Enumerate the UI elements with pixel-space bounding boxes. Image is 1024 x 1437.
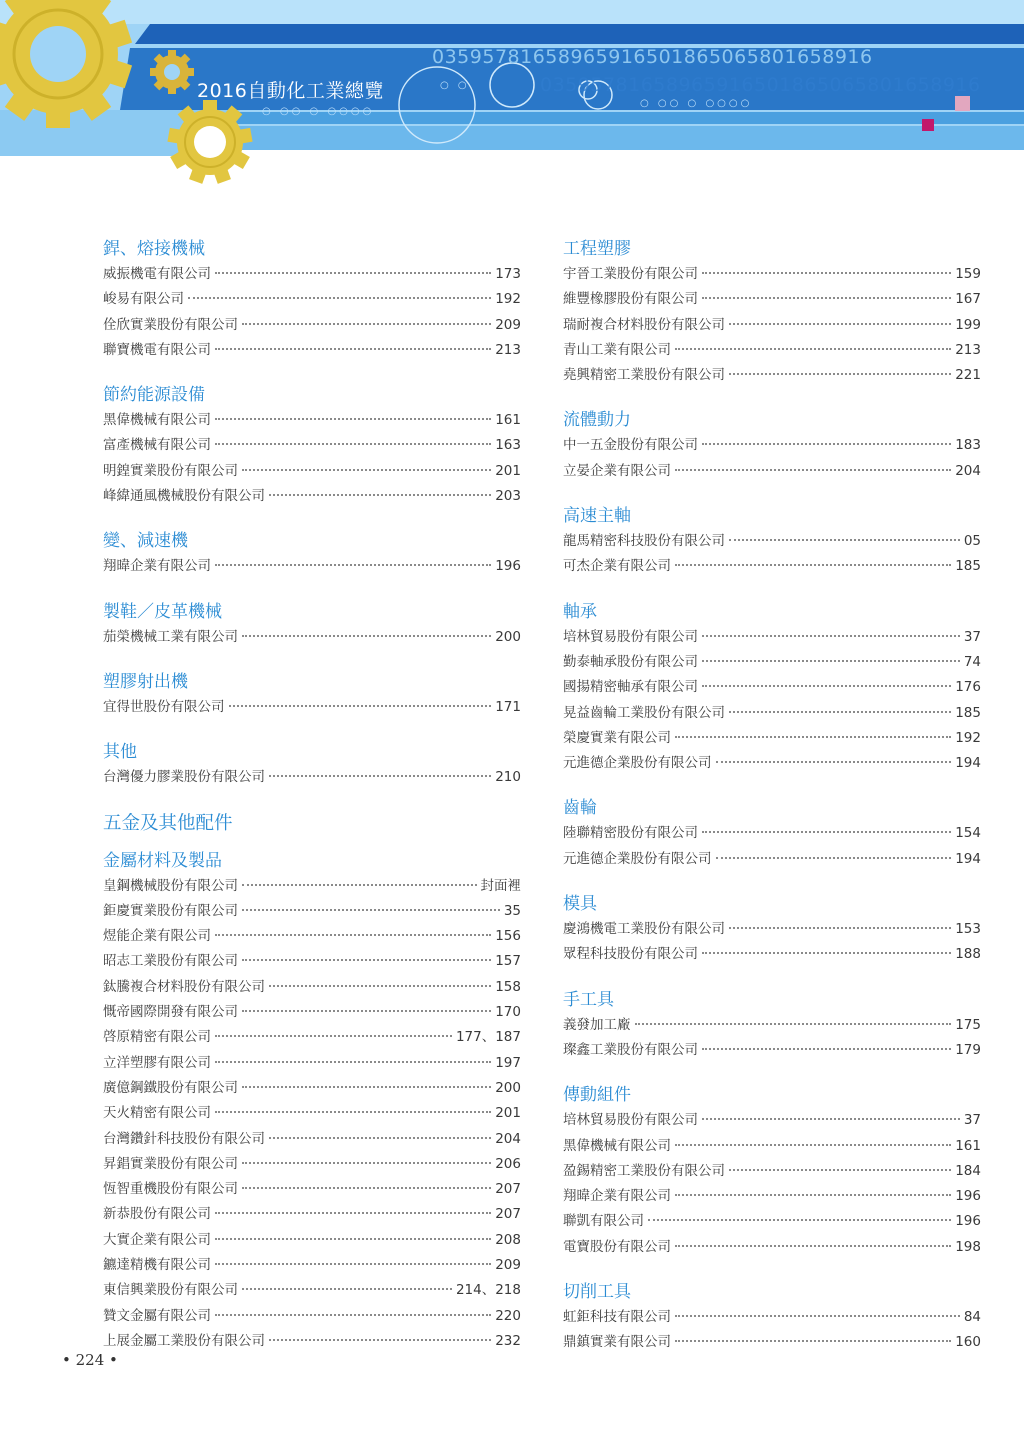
dot-leader bbox=[242, 958, 491, 961]
index-entry[interactable] bbox=[563, 726, 981, 751]
header-digits-overlay: 03595781658965916501865065801658916 bbox=[540, 74, 981, 96]
section-title: 變、減速機 bbox=[103, 531, 188, 552]
dot-leader bbox=[702, 659, 960, 662]
header-digits: 03595781658965916501865065801658916 bbox=[432, 46, 873, 68]
index-entry[interactable] bbox=[103, 949, 521, 974]
page-ref: 207 bbox=[495, 1181, 521, 1198]
page-ref: 200 bbox=[495, 1079, 521, 1096]
company-name: 虹鉅科技有限公司 bbox=[563, 1309, 671, 1326]
dot-leader bbox=[729, 1168, 951, 1171]
section-title: 手工具 bbox=[563, 989, 614, 1010]
index-section bbox=[563, 503, 981, 580]
page-ref: 196 bbox=[495, 558, 521, 575]
page-ref: 200 bbox=[495, 628, 521, 645]
company-name: 宇晉工業股份有限公司 bbox=[563, 266, 698, 282]
section-title: 銲、熔接機械 bbox=[103, 239, 205, 259]
index-entry[interactable] bbox=[103, 408, 521, 433]
dot-leader bbox=[702, 830, 951, 833]
index-entry[interactable] bbox=[103, 695, 521, 720]
company-name: 翔暐企業有限公司 bbox=[103, 558, 211, 575]
section-title: 金屬材料及製品 bbox=[103, 850, 222, 871]
page-ref: 176 bbox=[955, 679, 981, 696]
dot-leader bbox=[215, 271, 491, 274]
dot-leader bbox=[648, 1218, 951, 1221]
company-name: 勤泰軸承股份有限公司 bbox=[563, 653, 698, 670]
index-entry[interactable] bbox=[563, 675, 981, 700]
dot-leader bbox=[215, 347, 491, 350]
index-entry[interactable] bbox=[563, 1330, 981, 1355]
index-entry[interactable] bbox=[563, 1134, 981, 1159]
company-name: 台灣優力膠業股份有限公司 bbox=[103, 769, 265, 786]
page-ref: 201 bbox=[495, 1105, 521, 1122]
page-ref: 204 bbox=[955, 462, 981, 479]
dot-leader bbox=[269, 984, 491, 987]
company-name: 明鍠實業股份有限公司 bbox=[103, 462, 238, 479]
index-entry[interactable] bbox=[563, 1038, 981, 1063]
page-ref: 204 bbox=[495, 1130, 521, 1147]
dot-leader bbox=[269, 1338, 491, 1341]
company-name: 培林貿易股份有限公司 bbox=[563, 1112, 698, 1129]
section-title: 製鞋／皮革機械 bbox=[103, 601, 222, 622]
index-section bbox=[563, 1279, 981, 1356]
page-ref: 173 bbox=[495, 266, 521, 282]
company-name: 眾程科技股份有限公司 bbox=[563, 946, 698, 963]
company-name: 可杰企業有限公司 bbox=[563, 558, 671, 575]
company-name: 聯寶機電有限公司 bbox=[103, 341, 211, 358]
index-entry[interactable] bbox=[563, 338, 981, 363]
dot-leader bbox=[242, 468, 491, 471]
dot-leader bbox=[269, 493, 491, 496]
page-ref: 232 bbox=[495, 1332, 521, 1349]
company-name: 聯凱有限公司 bbox=[563, 1213, 644, 1230]
company-name: 大實企業有限公司 bbox=[103, 1231, 211, 1248]
dot-leader bbox=[635, 1022, 952, 1025]
dot-leader bbox=[215, 1211, 491, 1214]
dot-leader bbox=[215, 1110, 491, 1113]
index-section bbox=[563, 599, 981, 777]
dot-leader bbox=[215, 1262, 491, 1265]
section-title: 節約能源設備 bbox=[103, 385, 205, 406]
index-section bbox=[103, 528, 521, 579]
index-entry[interactable] bbox=[563, 287, 981, 312]
company-name: 瑞耐複合材料股份有限公司 bbox=[563, 316, 725, 333]
page-ref: 154 bbox=[955, 825, 981, 842]
company-name: 茄榮機械工業有限公司 bbox=[103, 628, 238, 645]
dot-leader bbox=[242, 1161, 491, 1164]
page-ref: 192 bbox=[495, 291, 521, 308]
section-title: 高速主軸 bbox=[563, 506, 631, 527]
section-title: 流體動力 bbox=[563, 410, 631, 431]
company-name: 慨帝國際開發有限公司 bbox=[103, 1004, 238, 1021]
page-ref: 153 bbox=[955, 921, 981, 938]
index-entry[interactable] bbox=[563, 363, 981, 388]
page-ref: 35 bbox=[503, 902, 521, 919]
index-entry[interactable] bbox=[103, 433, 521, 458]
page-ref: 167 bbox=[955, 291, 981, 308]
index-entry[interactable] bbox=[563, 313, 981, 338]
index-entry[interactable] bbox=[103, 625, 521, 650]
index-section bbox=[103, 599, 521, 650]
header-banner bbox=[0, 0, 1024, 190]
index-entry[interactable] bbox=[563, 1235, 981, 1260]
page-ref: 177、187 bbox=[455, 1029, 521, 1046]
dot-leader bbox=[269, 774, 491, 777]
company-name: 國揚精密軸承有限公司 bbox=[563, 679, 698, 696]
index-entry[interactable] bbox=[563, 847, 981, 872]
page-ref: 199 bbox=[955, 316, 981, 333]
company-name: 宜得世股份有限公司 bbox=[103, 698, 225, 715]
company-name: 昇錩實業股份有限公司 bbox=[103, 1155, 238, 1172]
page-ref: 159 bbox=[955, 266, 981, 282]
index-entry[interactable] bbox=[563, 701, 981, 726]
index-entry[interactable] bbox=[103, 338, 521, 363]
dot-leader bbox=[675, 468, 951, 471]
page-ref: 157 bbox=[495, 953, 521, 970]
index-column-left bbox=[103, 236, 521, 1373]
index-entry[interactable] bbox=[563, 1159, 981, 1184]
page-ref: 185 bbox=[955, 704, 981, 721]
company-name: 鑣達精機有限公司 bbox=[103, 1257, 211, 1274]
dot-leader bbox=[729, 322, 951, 325]
page-ref: 197 bbox=[495, 1054, 521, 1071]
company-name: 鉅慶實業股份有限公司 bbox=[103, 902, 238, 919]
company-name: 維豐橡膠股份有限公司 bbox=[563, 291, 698, 308]
index-section bbox=[563, 236, 981, 388]
page-ref: 161 bbox=[955, 1137, 981, 1154]
index-entry[interactable] bbox=[103, 1127, 521, 1152]
dot-leader bbox=[675, 735, 951, 738]
page-title: 2016自動化工業總覽 bbox=[197, 80, 384, 102]
page-ref: 170 bbox=[495, 1004, 521, 1021]
page-ref: 185 bbox=[955, 558, 981, 575]
index-entry[interactable] bbox=[103, 554, 521, 579]
company-name: 佺欣實業股份有限公司 bbox=[103, 316, 238, 333]
index-entry[interactable] bbox=[103, 1051, 521, 1076]
section-title: 軸承 bbox=[563, 601, 597, 622]
company-name: 慶鴻機電工業股份有限公司 bbox=[563, 921, 725, 938]
company-name: 立晏企業有限公司 bbox=[563, 462, 671, 479]
company-name: 峻易有限公司 bbox=[103, 291, 184, 308]
section-title: 工程塑膠 bbox=[563, 239, 631, 259]
dot-leader bbox=[242, 1085, 491, 1088]
page-ref: 179 bbox=[955, 1041, 981, 1058]
company-name: 龍馬精密科技股份有限公司 bbox=[563, 533, 725, 550]
index-entry[interactable] bbox=[103, 1304, 521, 1329]
company-name: 鼎鎮實業有限公司 bbox=[563, 1334, 671, 1351]
company-name: 廣億鋼鐵股份有限公司 bbox=[103, 1079, 238, 1096]
company-name: 黑偉機械有限公司 bbox=[563, 1137, 671, 1154]
page-ref: 220 bbox=[495, 1307, 521, 1324]
page-ref: 196 bbox=[955, 1213, 981, 1230]
company-name: 峰緯通風機械股份有限公司 bbox=[103, 488, 265, 505]
dot-leader bbox=[729, 710, 951, 713]
page-ref: 221 bbox=[955, 367, 981, 384]
index-entry[interactable] bbox=[103, 1228, 521, 1253]
index-section bbox=[563, 891, 981, 968]
index-entry[interactable] bbox=[103, 313, 521, 338]
dot-leader bbox=[242, 634, 491, 637]
index-entry[interactable] bbox=[563, 554, 981, 579]
page-ref: 214、218 bbox=[455, 1282, 521, 1299]
dot-leader bbox=[702, 1117, 960, 1120]
company-name: 鈦騰複合材料股份有限公司 bbox=[103, 978, 265, 995]
dot-leader bbox=[675, 1339, 951, 1342]
page-ref: 213 bbox=[955, 341, 981, 358]
page-ref: 196 bbox=[955, 1188, 981, 1205]
index-entry[interactable] bbox=[103, 1253, 521, 1278]
index-entry[interactable] bbox=[563, 262, 981, 287]
page-ref: 37 bbox=[963, 628, 981, 645]
company-name: 天火精密有限公司 bbox=[103, 1105, 211, 1122]
dot-leader bbox=[702, 684, 951, 687]
index-section bbox=[103, 739, 521, 790]
index-entry[interactable] bbox=[563, 1013, 981, 1038]
index-entry[interactable] bbox=[563, 821, 981, 846]
company-name: 台灣鑽針科技股份有限公司 bbox=[103, 1130, 265, 1147]
dot-leader bbox=[702, 634, 960, 637]
dot-leader bbox=[729, 372, 951, 375]
page-ref: 213 bbox=[495, 341, 521, 358]
index-section bbox=[563, 407, 981, 484]
dot-leader bbox=[215, 1034, 452, 1037]
page-ref: 210 bbox=[495, 769, 521, 786]
company-name: 東信興業股份有限公司 bbox=[103, 1282, 238, 1299]
index-section bbox=[563, 795, 981, 872]
index-entry[interactable] bbox=[563, 751, 981, 776]
company-name: 璨鑫工業股份有限公司 bbox=[563, 1041, 698, 1058]
company-name: 晃益齒輪工業股份有限公司 bbox=[563, 704, 725, 721]
dot-leader bbox=[229, 704, 492, 707]
company-name: 昭志工業股份有限公司 bbox=[103, 953, 238, 970]
dot-leader bbox=[675, 563, 951, 566]
index-entry[interactable] bbox=[563, 1108, 981, 1133]
section-title: 塑膠射出機 bbox=[103, 671, 188, 692]
page-ref: 158 bbox=[495, 978, 521, 995]
dot-leader bbox=[188, 296, 491, 299]
page-ref: 175 bbox=[955, 1016, 981, 1033]
section-title: 齒輪 bbox=[563, 798, 597, 819]
dot-leader bbox=[242, 322, 491, 325]
decorative-dots: ○ ○○ ○ ○○○○ bbox=[640, 98, 753, 109]
page-ref: 194 bbox=[955, 755, 981, 772]
dot-leader bbox=[242, 1186, 491, 1189]
index-entry[interactable] bbox=[103, 1000, 521, 1025]
dot-leader bbox=[675, 1193, 951, 1196]
page-ref: 161 bbox=[495, 412, 521, 429]
index-entry[interactable] bbox=[563, 917, 981, 942]
index-section bbox=[563, 987, 981, 1064]
page-ref: 183 bbox=[955, 437, 981, 454]
page-ref: 208 bbox=[495, 1231, 521, 1248]
index-entry[interactable] bbox=[103, 1177, 521, 1202]
index-entry[interactable] bbox=[103, 1152, 521, 1177]
dot-leader bbox=[702, 271, 951, 274]
page-ref: 201 bbox=[495, 462, 521, 479]
index-section bbox=[103, 236, 521, 363]
index-entry[interactable] bbox=[563, 942, 981, 967]
page-ref: 203 bbox=[495, 488, 521, 505]
dot-leader bbox=[215, 417, 491, 420]
company-name: 培林貿易股份有限公司 bbox=[563, 628, 698, 645]
company-name: 新恭股份有限公司 bbox=[103, 1206, 211, 1223]
index-entry[interactable] bbox=[103, 287, 521, 312]
dot-leader bbox=[215, 442, 491, 445]
page-ref: 206 bbox=[495, 1155, 521, 1172]
index-entry[interactable] bbox=[103, 262, 521, 287]
page-ref: 198 bbox=[955, 1238, 981, 1255]
page-ref: 209 bbox=[495, 316, 521, 333]
index-section bbox=[563, 1082, 981, 1260]
dot-leader bbox=[675, 1143, 951, 1146]
company-name: 立洋塑膠有限公司 bbox=[103, 1054, 211, 1071]
index-entry[interactable] bbox=[103, 1329, 521, 1354]
page-ref: 37 bbox=[963, 1112, 981, 1129]
company-name: 電寶股份有限公司 bbox=[563, 1238, 671, 1255]
dot-leader bbox=[702, 1047, 951, 1050]
dot-leader bbox=[242, 883, 477, 886]
index-entry[interactable] bbox=[103, 1076, 521, 1101]
dot-leader bbox=[716, 856, 952, 859]
index-entry[interactable] bbox=[563, 1305, 981, 1330]
company-name: 威振機電有限公司 bbox=[103, 266, 211, 282]
company-name: 恆智重機股份有限公司 bbox=[103, 1181, 238, 1198]
page-ref: 192 bbox=[955, 729, 981, 746]
page-ref: 84 bbox=[963, 1309, 981, 1326]
page-ref: 194 bbox=[955, 850, 981, 867]
dot-leader bbox=[702, 296, 951, 299]
page-ref: 160 bbox=[955, 1334, 981, 1351]
page-ref: 74 bbox=[963, 653, 981, 670]
dot-leader bbox=[269, 1136, 491, 1139]
section-title: 切削工具 bbox=[563, 1282, 631, 1303]
index-section bbox=[103, 848, 521, 1355]
page-ref: 163 bbox=[495, 437, 521, 454]
page-ref: 188 bbox=[955, 946, 981, 963]
section-title: 模具 bbox=[563, 894, 597, 915]
index-entry[interactable] bbox=[103, 1278, 521, 1303]
index-entry[interactable] bbox=[103, 484, 521, 509]
dot-leader bbox=[675, 347, 951, 350]
company-name: 盈錫精密工業股份有限公司 bbox=[563, 1162, 725, 1179]
company-name: 義發加工廠 bbox=[563, 1016, 631, 1033]
index-entry[interactable] bbox=[103, 459, 521, 484]
page-ref: 171 bbox=[495, 698, 521, 715]
company-name: 啓原精密有限公司 bbox=[103, 1029, 211, 1046]
index-entry[interactable] bbox=[103, 1202, 521, 1227]
company-name: 皇鋼機械股份有限公司 bbox=[103, 877, 238, 894]
company-name: 富產機械有限公司 bbox=[103, 437, 211, 454]
dot-leader bbox=[702, 442, 951, 445]
page-ref: 05 bbox=[963, 533, 981, 550]
index-entry[interactable] bbox=[563, 1184, 981, 1209]
dot-leader bbox=[215, 1060, 491, 1063]
company-name: 翔暐企業有限公司 bbox=[563, 1188, 671, 1205]
company-name: 贊文金屬有限公司 bbox=[103, 1307, 211, 1324]
page-ref: 156 bbox=[495, 928, 521, 945]
category-heading: 五金及其他配件 bbox=[103, 812, 233, 834]
company-name: 煜能企業有限公司 bbox=[103, 928, 211, 945]
page-ref: 209 bbox=[495, 1257, 521, 1274]
section-title: 傳動組件 bbox=[563, 1085, 631, 1106]
dot-leader bbox=[242, 908, 500, 911]
dot-leader bbox=[675, 1244, 951, 1247]
section-title: 其他 bbox=[103, 742, 137, 763]
company-name: 中一五金股份有限公司 bbox=[563, 437, 698, 454]
dot-leader bbox=[729, 926, 951, 929]
index-entry[interactable] bbox=[103, 765, 521, 790]
company-name: 元進德企業股份有限公司 bbox=[563, 850, 712, 867]
company-name: 上展金屬工業股份有限公司 bbox=[103, 1332, 265, 1349]
page-ref: 184 bbox=[955, 1162, 981, 1179]
company-name: 陸聯精密股份有限公司 bbox=[563, 825, 698, 842]
index-entry[interactable] bbox=[563, 459, 981, 484]
index-entry[interactable] bbox=[563, 650, 981, 675]
index-entry[interactable] bbox=[103, 1025, 521, 1050]
dot-leader bbox=[215, 933, 491, 936]
dot-leader bbox=[702, 951, 951, 954]
index-entry[interactable] bbox=[563, 433, 981, 458]
index-entry[interactable] bbox=[103, 874, 521, 899]
page-ref: 207 bbox=[495, 1206, 521, 1223]
dot-leader bbox=[215, 1237, 491, 1240]
index-entry[interactable] bbox=[563, 625, 981, 650]
dot-leader bbox=[215, 1313, 491, 1316]
page-number: • 224 • bbox=[62, 1351, 118, 1369]
index-entry[interactable] bbox=[563, 529, 981, 554]
page-ref: 封面裡 bbox=[480, 877, 521, 894]
index-section bbox=[103, 382, 521, 509]
dot-leader bbox=[215, 563, 491, 566]
company-name: 黑偉機械有限公司 bbox=[103, 412, 211, 429]
dot-leader bbox=[716, 760, 952, 763]
index-section bbox=[103, 669, 521, 720]
index-entry[interactable] bbox=[103, 924, 521, 949]
decorative-dots: ○ ○○ ○ ○○○○ bbox=[262, 106, 375, 117]
dot-leader bbox=[729, 538, 960, 541]
index-entry[interactable] bbox=[563, 1209, 981, 1234]
company-name: 榮慶實業有限公司 bbox=[563, 729, 671, 746]
dot-leader bbox=[675, 1314, 960, 1317]
index-column-right bbox=[563, 236, 981, 1375]
decorative-dots: ○ ○ bbox=[440, 80, 470, 91]
company-name: 元進德企業股份有限公司 bbox=[563, 755, 712, 772]
index-entry[interactable] bbox=[103, 899, 521, 924]
index-entry[interactable] bbox=[103, 975, 521, 1000]
company-name: 青山工業有限公司 bbox=[563, 341, 671, 358]
dot-leader bbox=[242, 1287, 452, 1290]
dot-leader bbox=[242, 1009, 491, 1012]
index-entry[interactable] bbox=[103, 1101, 521, 1126]
company-name: 堯興精密工業股份有限公司 bbox=[563, 367, 725, 384]
